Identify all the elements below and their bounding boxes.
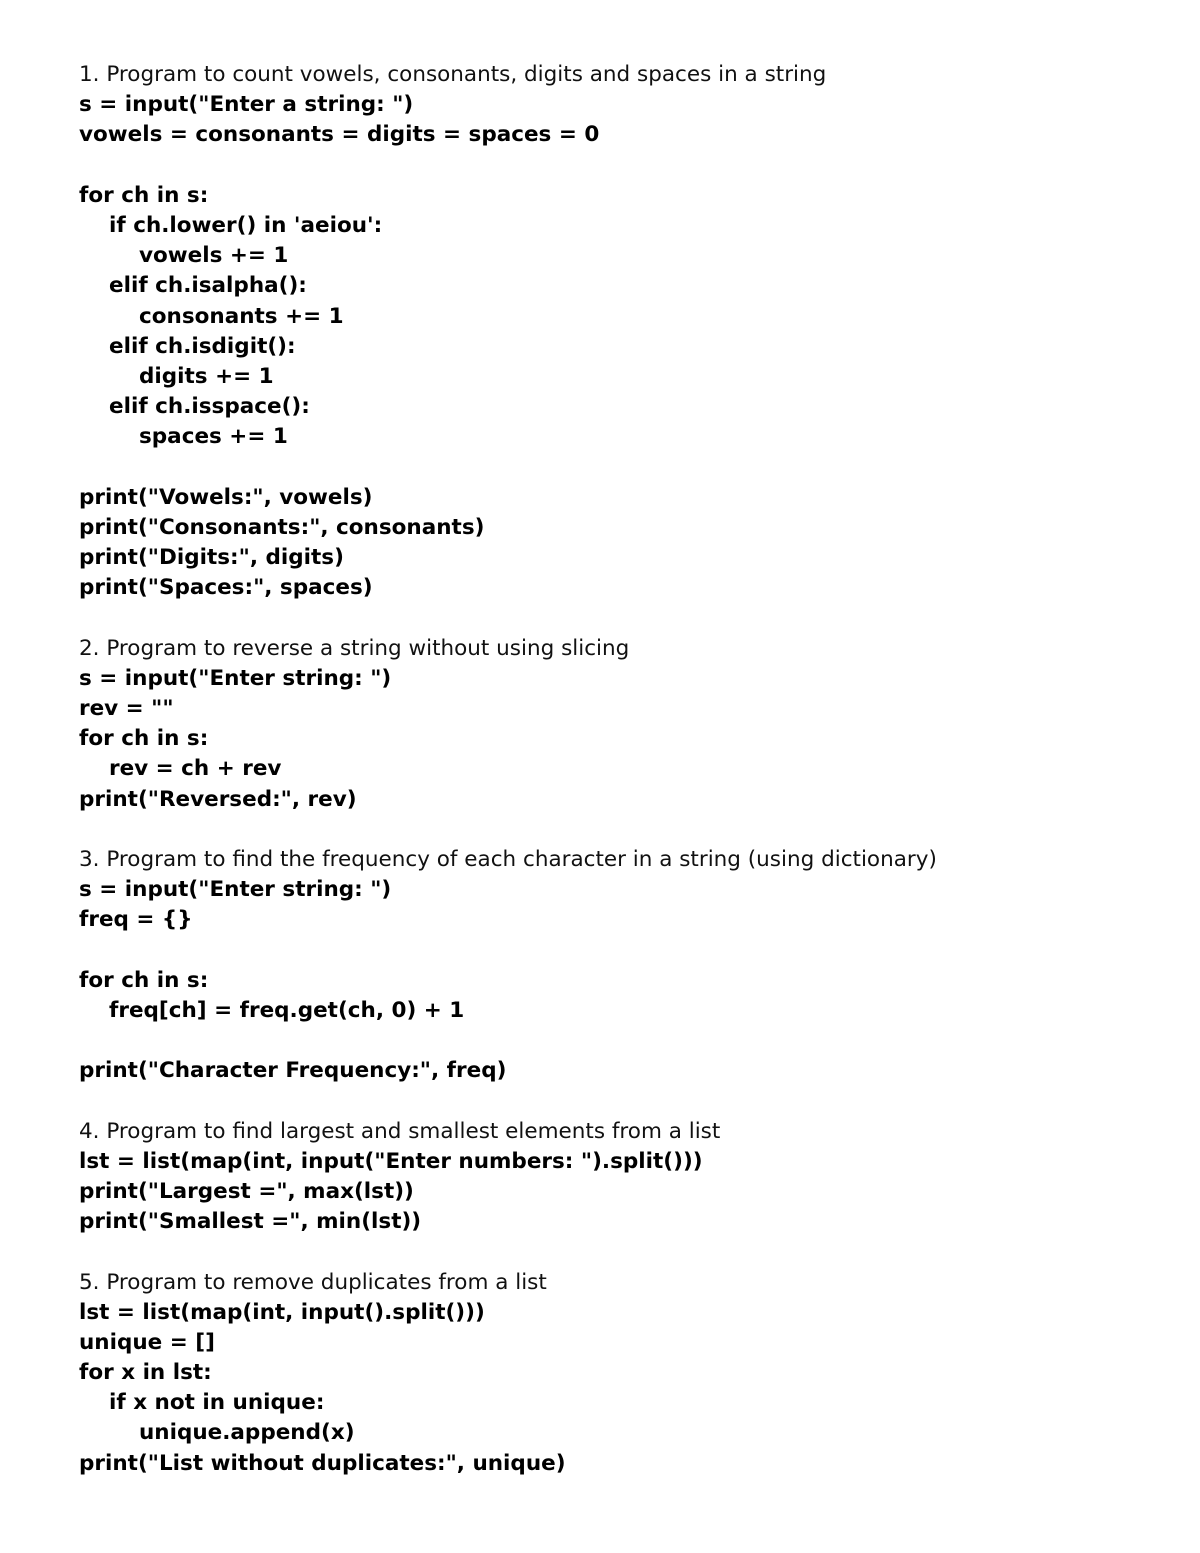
code-line: elif ch.isdigit(): [109, 333, 296, 359]
program-heading: 5. Program to remove duplicates from a list [79, 1269, 547, 1295]
code-line: print("Consonants:", consonants) [79, 514, 485, 540]
code-line: vowels += 1 [139, 243, 289, 269]
code-line: consonants += 1 [139, 303, 344, 329]
code-line: s = input("Enter string: ") [79, 665, 392, 691]
code-line: unique = [] [79, 1329, 215, 1355]
code-line: print("Largest =", max(lst)) [79, 1178, 414, 1204]
blank-line [79, 151, 1139, 181]
code-line: for ch in s: [79, 182, 209, 208]
blank-line [79, 1237, 1139, 1267]
code-line: lst = list(map(int, input("Enter numbers: ").split())) [79, 1148, 703, 1174]
program-heading: 1. Program to count vowels, consonants, digits and spaces in a string [79, 62, 827, 87]
blank-line [79, 452, 1139, 482]
code-line: s = input("Enter string: ") [79, 877, 392, 903]
blank-line [79, 1086, 1139, 1116]
program-heading: 3. Program to find the frequency of each character in a string (using dictionary) [79, 846, 937, 872]
program-heading: 2. Program to reverse a string without using slicing [79, 635, 630, 661]
code-line: unique.append(x) [139, 1420, 355, 1446]
blank-line [79, 1026, 1139, 1056]
code-line: rev = ch + rev [109, 756, 282, 782]
code-line: if ch.lower() in 'aeiou': [109, 212, 383, 238]
blank-line [79, 603, 1139, 633]
blank-line [79, 815, 1139, 845]
code-line: print("Digits:", digits) [79, 545, 344, 570]
code-line: if x not in unique: [109, 1390, 325, 1416]
code-line: print("Reversed:", rev) [79, 786, 357, 812]
code-line: elif ch.isspace(): [109, 394, 310, 420]
code-line: print("Vowels:", vowels) [79, 484, 373, 510]
code-line: print("Spaces:", spaces) [79, 575, 373, 601]
code-line: digits += 1 [139, 363, 274, 389]
code-line: for x in lst: [79, 1360, 212, 1386]
code-line: s = input("Enter a string: ") [79, 92, 414, 118]
code-line: freq[ch] = freq.get(ch, 0) + 1 [109, 997, 465, 1023]
code-line: for ch in s: [79, 967, 209, 993]
code-line: lst = list(map(int, input().split())) [79, 1299, 485, 1325]
code-line: elif ch.isalpha(): [109, 273, 307, 299]
code-line: vowels = consonants = digits = spaces = 0 [79, 122, 600, 148]
code-line: freq = {} [79, 907, 193, 933]
code-line: rev = "" [79, 695, 174, 721]
code-line: for ch in s: [79, 726, 209, 752]
code-line: print("Smallest =", min(lst)) [79, 1209, 422, 1235]
blank-line [79, 935, 1139, 965]
document-body [79, 60, 1139, 1479]
code-line: print("Character Frequency:", freq) [79, 1058, 507, 1084]
code-line: print("List without duplicates:", unique) [79, 1450, 566, 1476]
program-heading: 4. Program to find largest and smallest elements from a list [79, 1118, 721, 1144]
code-line: spaces += 1 [139, 424, 288, 450]
